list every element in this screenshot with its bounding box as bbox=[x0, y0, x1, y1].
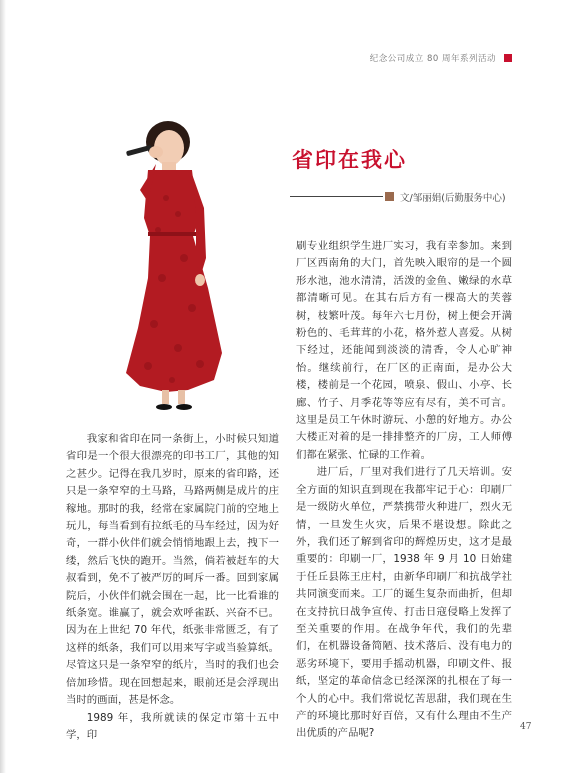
byline-rule bbox=[290, 196, 383, 197]
page-number: 47 bbox=[520, 722, 532, 732]
series-text: 纪念公司成立 80 周年系列活动 bbox=[369, 54, 496, 64]
article-right-column bbox=[296, 238, 512, 743]
paragraph: 进厂后，厂里对我们进行了几天培训。安全方面的知识直到现在我都牢记于心：印刷厂是一级防火单位，严禁携带火种进厂，烈火无情，一旦发生火灾，后果不堪设想。除此之外，我们还了解到省印的辉煌历史，这才是最重要的：印刷一厂，1938 年 9 月 10 日始建于任丘县陈王庄村，由新华印刷厂和抗战学社共同演变而来。工厂的诞生复杂而曲折，但却在支持抗日战争宣传、打击日寇侵略上发挥了至关重要的作用。在战争年代，我们的先辈们，在机器设备简陋、技术落后、没有电力的恶劣环境下，要用手摇动机器，印刷文件、报纸，坚定的革命信念已经深深的扎根在了每一个人的心中。我们常说忆苦思甜，我们现在生产的环境比那时好百倍，又有什么理由不生产出优质的产品呢? bbox=[296, 466, 512, 740]
running-header bbox=[370, 52, 512, 64]
article-left-column bbox=[66, 431, 279, 744]
paragraph: 我家和省印在同一条街上，小时候只知道省印是一个很大很漂亮的印书工厂，其他的知之甚少。记得在我几岁时，原来的省印路，还只是一条窄窄的土马路，马路两侧是成片的庄稼地。那时的我，经常在家属院门前的空地上玩儿，每当看到有拉纸毛的马车经过，因为好奇，一群小伙伴们就会悄悄地跟上去，拽下一缕，然后飞快的跑开。当然，倘若被赶车的大叔看到，免不了被严厉的呵斥一番。回到家属院后，小伙伴们就会围在一起，比一比看谁的纸条宽。谁赢了，就会欢呼雀跃、兴奋不已。因为在上世纪 70 年代，纸张非常匮乏，有了这样的纸条，我们可以用来写字或当验算纸。尽管这只是一条窄窄的纸片，当时的我们也会倍加珍惜。现在回想起来，眼前还是会浮现出当时的画面，甚是怀念。 bbox=[66, 433, 279, 707]
page-edge-shadow bbox=[0, 0, 6, 773]
article-title: 省印在我心 bbox=[292, 148, 407, 172]
paragraph: 刷专业组织学生进厂实习，我有幸参加。来到厂区西南角的大门，首先映入眼帘的是一个圆形水池，池水清清，活泼的金鱼、嫩绿的水草都清晰可见。在其右后方有一棵高大的芙蓉树，枝繁叶茂。每年六七月份，树上便会开满粉色的、毛茸茸的小花，格外惹人喜爱。从树下经过，还能闻到淡淡的清香，令人心旷神怡。继续前行，在厂区的正南面，是办公大楼，楼前是一个花园，喷泉、假山、小亭、长廊、竹子、月季花等等应有尽有，美不可言。这里是员工午休时游玩、小憩的好地方。办公大楼正对着的是一排排整齐的厂房，工人师傅们都在紧张、忙碌的工作着。 bbox=[296, 240, 512, 461]
header-marker-square bbox=[504, 54, 512, 62]
byline-row bbox=[290, 190, 512, 204]
byline-marker-square bbox=[385, 192, 394, 201]
article-byline: 文/邹丽娟(后勤服务中心) bbox=[400, 193, 506, 204]
paragraph: 1989 年，我所就读的保定市第十五中学，印 bbox=[66, 711, 279, 741]
singer-photo bbox=[96, 118, 246, 418]
